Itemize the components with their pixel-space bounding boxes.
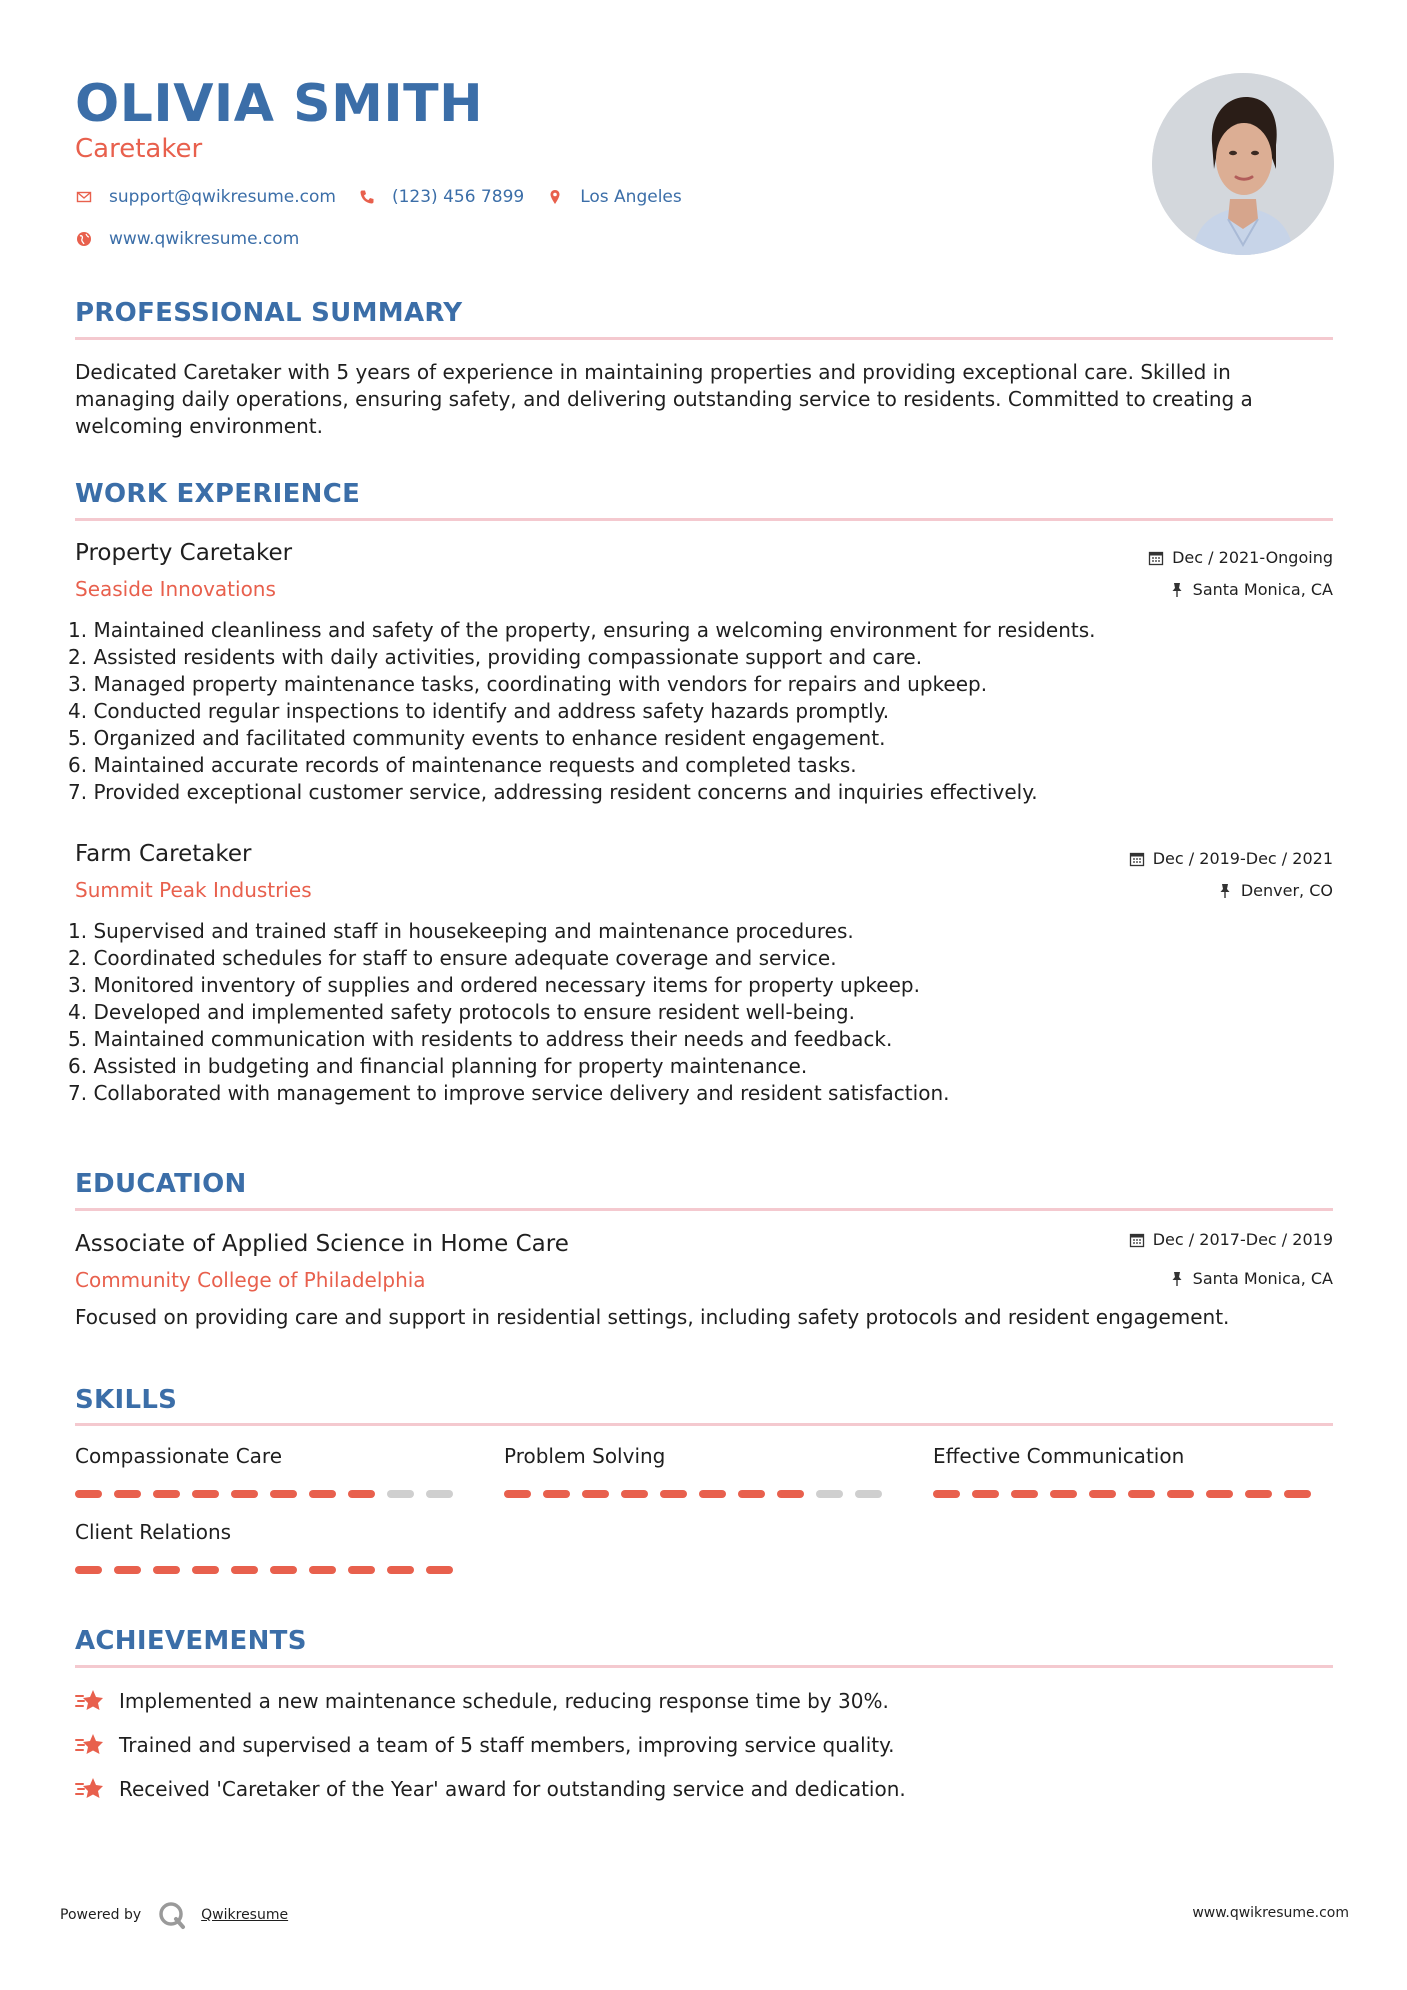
skill-level-bar [504,1490,894,1498]
education-date [1129,1229,1333,1251]
achievement-item [75,1731,894,1759]
skill-item [933,1442,1323,1498]
skill-dash-filled [1089,1490,1116,1498]
footer-url[interactable]: www.qwikresume.com [1192,1905,1349,1921]
skill-dash-filled [75,1490,102,1498]
qwikresume-logo-icon [157,1900,187,1930]
skill-item [75,1442,465,1498]
skill-dash-filled [1245,1490,1272,1498]
skill-dash-filled [1284,1490,1311,1498]
job-bullets [68,617,1096,806]
skill-level-bar [933,1490,1323,1498]
list-item: 1. Maintained cleanliness and safety of the property, ensuring a welcoming environment for residents. [68,618,1096,642]
contact-email[interactable] [75,187,336,207]
skill-dash-filled [738,1490,765,1498]
skill-dash-filled [1050,1490,1077,1498]
summary-heading: PROFESSIONAL SUMMARY [75,298,463,328]
contact-row [75,184,704,210]
list-item: 2. Assisted residents with daily activities, providing compassionate support and care. [68,645,923,669]
skill-dash-filled [543,1490,570,1498]
skill-dash-filled [387,1566,414,1574]
summary-divider [75,337,1333,340]
list-item: 5. Maintained communication with residents to address their needs and feedback. [68,1027,893,1051]
globe-icon [75,230,93,248]
list-item: 5. Organized and facilitated community events to enhance resident engagement. [68,726,886,750]
phone-icon [358,188,376,206]
list-item: 3. Monitored inventory of supplies and ordered necessary items for property upkeep. [68,973,920,997]
list-item: 7. Provided exceptional customer service, addressing resident concerns and inquiries effectively. [68,780,1038,804]
envelope-icon [75,188,93,206]
job-title: Farm Caretaker [75,841,252,867]
footer-powered-by [60,1900,288,1930]
school-name: Community College of Philadelphia [75,1268,426,1292]
skill-dash-filled [426,1566,453,1574]
skill-dash-filled [270,1566,297,1574]
skill-dash-empty [387,1490,414,1498]
skill-dash-filled [114,1566,141,1574]
education-heading: EDUCATION [75,1169,247,1199]
skill-item [504,1442,894,1498]
skill-label: Client Relations [75,1520,232,1544]
job-location [1217,880,1333,902]
job-date-text: Dec / 2019-Dec / 2021 [1152,849,1333,868]
skill-dash-filled [348,1566,375,1574]
job-location-text: Santa Monica, CA [1192,580,1333,599]
skill-label: Compassionate Care [75,1444,283,1468]
calendar-icon [1129,1232,1145,1248]
achievement-text: Implemented a new maintenance schedule, reducing response time by 30%. [119,1689,889,1713]
skill-level-bar [75,1566,465,1574]
skill-dash-filled [114,1490,141,1498]
skill-dash-empty [426,1490,453,1498]
contact-location [546,187,682,207]
candidate-title: Caretaker [75,134,203,164]
profile-photo [1152,73,1334,255]
shooting-star-icon [75,1775,107,1803]
skill-dash-filled [231,1490,258,1498]
candidate-name: OLIVIA SMITH [75,74,484,134]
skill-dash-empty [816,1490,843,1498]
powered-by-label: Powered by [60,1907,142,1923]
list-item: 3. Managed property maintenance tasks, coordinating with vendors for repairs and upkeep. [68,672,988,696]
list-item: 4. Developed and implemented safety protocols to ensure resident well-being. [68,1000,855,1024]
skill-dash-filled [348,1490,375,1498]
skill-label: Problem Solving [504,1444,666,1468]
skill-dash-filled [1206,1490,1233,1498]
job-location-text: Denver, CO [1240,881,1333,900]
skill-dash-filled [153,1490,180,1498]
pushpin-icon [1217,883,1233,899]
job-date [1148,547,1333,569]
skills-heading: SKILLS [75,1385,178,1415]
skill-label: Effective Communication [933,1444,1185,1468]
skill-dash-filled [621,1490,648,1498]
education-divider [75,1208,1333,1211]
location-text: Los Angeles [580,187,682,207]
achievement-text: Received 'Caretaker of the Year' award for outstanding service and dedication. [119,1777,906,1801]
skill-dash-filled [582,1490,609,1498]
skills-divider [75,1423,1333,1426]
summary-text: Dedicated Caretaker with 5 years of experience in maintaining properties and providing exceptional care. Skilled in managing daily operations, ensuring safety, and delivering outstanding service to residents. Committed to creating a welcoming environment. [75,360,1253,438]
contact-row-2 [75,226,321,252]
job-title: Property Caretaker [75,540,293,566]
list-item: 1. Supervised and trained staff in housekeeping and maintenance procedures. [68,919,854,943]
skill-dash-filled [309,1566,336,1574]
qwikresume-link[interactable]: Qwikresume [201,1907,289,1923]
contact-phone[interactable] [358,187,524,207]
skill-dash-filled [1011,1490,1038,1498]
skill-dash-filled [153,1566,180,1574]
email-text: support@qwikresume.com [109,187,336,207]
list-item: 6. Maintained accurate records of maintenance requests and completed tasks. [68,753,857,777]
skill-item [75,1518,465,1574]
experience-divider [75,518,1333,521]
skill-dash-filled [699,1490,726,1498]
list-item: 6. Assisted in budgeting and financial planning for property maintenance. [68,1054,808,1078]
skill-dash-filled [933,1490,960,1498]
job-bullets [68,918,949,1107]
job-date-text: Dec / 2021-Ongoing [1172,548,1333,567]
map-pin-icon [546,188,564,206]
skill-dash-empty [855,1490,882,1498]
skill-dash-filled [504,1490,531,1498]
pushpin-icon [1169,582,1185,598]
achievement-item [75,1775,906,1803]
pushpin-icon [1169,1271,1185,1287]
education-date-text: Dec / 2017-Dec / 2019 [1152,1230,1333,1249]
achievements-heading: ACHIEVEMENTS [75,1626,307,1656]
website-text: www.qwikresume.com [109,229,300,249]
list-item: 7. Collaborated with management to improve service delivery and resident satisfaction. [68,1081,950,1105]
skill-dash-filled [75,1566,102,1574]
job-company: Seaside Innovations [75,577,276,601]
shooting-star-icon [75,1731,107,1759]
achievement-item [75,1687,889,1715]
calendar-icon [1129,851,1145,867]
skill-dash-filled [192,1490,219,1498]
skill-dash-filled [1167,1490,1194,1498]
skill-level-bar [75,1490,465,1498]
skill-dash-filled [660,1490,687,1498]
achievements-divider [75,1665,1333,1668]
education-location-text: Santa Monica, CA [1192,1269,1333,1288]
contact-website[interactable] [75,229,299,249]
degree-title: Associate of Applied Science in Home Care [75,1231,569,1257]
experience-heading: WORK EXPERIENCE [75,479,361,509]
skill-dash-filled [309,1490,336,1498]
achievement-text: Trained and supervised a team of 5 staff members, improving service quality. [119,1733,895,1757]
skill-dash-filled [1128,1490,1155,1498]
list-item: 4. Conducted regular inspections to identify and address safety hazards promptly. [68,699,890,723]
job-location [1169,579,1333,601]
job-company: Summit Peak Industries [75,878,312,902]
phone-text: (123) 456 7899 [391,187,525,207]
list-item: 2. Coordinated schedules for staff to ensure adequate coverage and service. [68,946,837,970]
skill-dash-filled [972,1490,999,1498]
education-location [1169,1268,1333,1290]
job-date [1129,848,1333,870]
education-description: Focused on providing care and support in residential settings, including safety protocols and resident engagement. [75,1305,1230,1329]
skill-dash-filled [777,1490,804,1498]
skill-dash-filled [270,1490,297,1498]
calendar-icon [1148,550,1164,566]
shooting-star-icon [75,1687,107,1715]
skill-dash-filled [231,1566,258,1574]
skill-dash-filled [192,1566,219,1574]
